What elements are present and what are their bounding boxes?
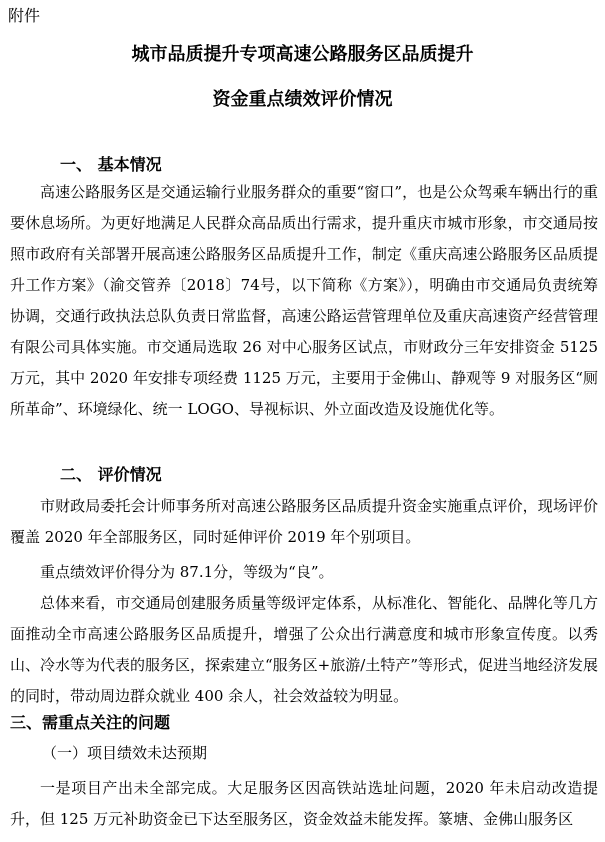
document-title-line-1: 城市品质提升专项高速公路服务区品质提升 bbox=[131, 44, 474, 65]
section-heading-basic-info: 一、 基本情况 bbox=[60, 155, 162, 174]
section-heading-evaluation: 二、 评价情况 bbox=[60, 465, 162, 484]
evaluation-paragraph-3: 总体来看，市交通局创建服务质量等级评定体系，从标准化、智能化、品牌化等几方面推动全市高速公路服务区品质提升，增强了公众出行满意度和城市形象宣传度。以秀山、冷水等为代表的服务区，探索建立“服务区+旅游/土特产”等形式，促进当地经济发展的同时，带动周边群众就业 400 余人，社会效益较为明显。 bbox=[10, 594, 598, 705]
evaluation-paragraph-2: 重点绩效评价得分为 87.1分，等级为“良”。 bbox=[40, 563, 334, 581]
basic-info-paragraph: 高速公路服务区是交通运输行业服务群众的重要“窗口”，也是公众驾乘车辆出行的重要休息场所。为更好地满足人民群众高品质出行需求，提升重庆市城市形象，市交通局按照市政府有关部署开展高速公路服务区品质提升工作，制定《重庆高速公路服务区品质提升工作方案》（渝交管养〔2018〕74号，以下简称《方案》），明确由市交通局负责统筹协调，交通行政执法总队负责日常监督，高速公路运营管理单位及重庆高速资产经营管理有限公司具体实施。市交通局选取 26 对中心服务区试点，市财政分三年安排资金 5125 万元，其中 2020 年安排专项经费 1125 万元，主要用于金佛山、静观等 9 对服务区“厕所革命”、环境绿化、统一 LOGO、导视标识、外立面改造及设施优化等。 bbox=[10, 183, 598, 418]
section-heading-key-issues: 三、需重点关注的问题 bbox=[10, 713, 171, 732]
attachment-label: 附件 bbox=[8, 6, 41, 25]
evaluation-paragraph-1: 市财政局委托会计师事务所对高速公路服务区品质提升资金实施重点评价，现场评价覆盖 2020 年全部服务区，同时延伸评价 2019 年个别项目。 bbox=[10, 497, 598, 546]
key-issues-paragraph: 一是项目产出未全部完成。大足服务区因高铁站选址问题，2020 年未启动改造提升，但 125 万元补助资金已下达至服务区，资金效益未能发挥。篆塘、金佛山服务区 bbox=[10, 779, 598, 828]
document-title-line-2: 资金重点绩效评价情况 bbox=[212, 89, 393, 110]
subsection-heading-performance: （一）项目绩效未达预期 bbox=[42, 744, 208, 762]
